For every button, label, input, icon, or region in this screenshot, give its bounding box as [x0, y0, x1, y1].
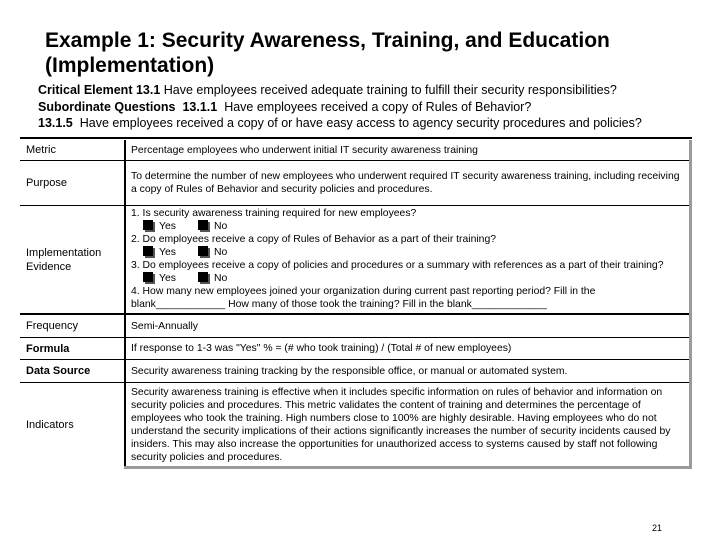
implementation-evidence-label	[20, 206, 125, 315]
yes-label: Yes	[159, 221, 176, 232]
no-label: No	[213, 273, 228, 284]
checkbox-icon[interactable]	[143, 220, 153, 230]
checkbox-icon[interactable]	[198, 272, 208, 282]
question-header	[38, 82, 718, 132]
row-frequency	[20, 314, 691, 338]
data-source-label: Data Source	[20, 360, 125, 383]
evidence-question-2: 2. Do employees receive a copy of Rules of Behavior as a part of their training?	[131, 234, 497, 245]
evidence-q1-choices	[131, 220, 683, 233]
evidence-question-3: 3. Do employees receive a copy of policies and procedures or a summary with references as a part of their training?	[131, 260, 664, 271]
subordinate-questions-label: Subordinate Questions	[38, 99, 176, 114]
evidence-question-4: 4. How many new employees joined your organization during current past reporting period? Fill in the blank____________ How many of those took the training? Fill in the blank_____________	[131, 286, 596, 310]
row-indicators	[20, 383, 691, 468]
purpose-value: To determine the number of new employees who underwent required IT security awareness training, including receiving a copy of Rules of Behavior and security policies and procedures.	[125, 161, 691, 206]
yes-label: Yes	[159, 273, 176, 284]
implementation-evidence-value	[125, 206, 691, 315]
no-label: No	[213, 247, 228, 258]
purpose-label: Purpose	[20, 161, 125, 206]
q1-label: 13.1.1	[182, 99, 218, 114]
page-title: Example 1: Security Awareness, Training, and Education (Implementation)	[45, 29, 610, 77]
evidence-q3-choices	[131, 272, 683, 285]
q2-text: Have employees received a copy of or have easy access to agency security procedures and policies?	[79, 116, 642, 130]
q2-label: 13.1.5	[38, 116, 73, 130]
evidence-q2-choices	[131, 246, 683, 259]
metrics-table	[20, 140, 692, 469]
implementation-label-line1: Implementation	[26, 246, 102, 259]
yes-label: Yes	[159, 247, 176, 258]
indicators-value: Security awareness training is effective when it includes specific information on rules of behavior and information on security policies and procedures. This metric validates the content of training and determines the percentage of employees who took the training. High numbers close to 100% are highly desirable. Having employees who do not understand the security implications of their actions significantly increases the number of security incidents caused by insiders. This may also increase the opportunities for unauthorized access to systems caused by staff not following security policies and procedures.	[125, 383, 691, 468]
critical-element-text: Have employees received adequate training to fulfill their security responsibilities?	[163, 83, 617, 97]
data-source-value: Security awareness training tracking by the responsible office, or manual or automated system.	[125, 360, 691, 383]
metric-label: Metric	[20, 140, 125, 161]
frequency-value: Semi-Annually	[125, 314, 691, 338]
no-label: No	[213, 221, 228, 232]
row-purpose	[20, 161, 691, 206]
formula-value: If response to 1-3 was "Yes" % = (# who took training) / (Total # of new employees)	[125, 338, 691, 360]
row-data-source	[20, 360, 691, 383]
row-implementation-evidence	[20, 206, 691, 315]
frequency-label: Frequency	[20, 314, 125, 338]
row-formula	[20, 338, 691, 360]
implementation-label-line2: Evidence	[26, 260, 72, 273]
critical-element-line	[38, 82, 718, 99]
checkbox-icon[interactable]	[198, 246, 208, 256]
checkbox-icon[interactable]	[143, 272, 153, 282]
subordinate-questions-line	[38, 99, 718, 116]
critical-element-label: Critical Element 13.1	[38, 83, 161, 97]
checkbox-icon[interactable]	[198, 220, 208, 230]
metric-value: Percentage employees who underwent initial IT security awareness training	[125, 140, 691, 161]
subordinate-q2-line	[38, 115, 718, 132]
checkbox-icon[interactable]	[143, 246, 153, 256]
page-number: 21	[652, 523, 663, 533]
q1-text: Have employees received a copy of Rules of Behavior?	[224, 99, 532, 114]
formula-label: Formula	[20, 338, 125, 360]
table-top-rule	[20, 137, 692, 139]
evidence-question-1: 1. Is security awareness training required for new employees?	[131, 208, 417, 219]
row-metric	[20, 140, 691, 161]
indicators-label: Indicators	[20, 383, 125, 468]
